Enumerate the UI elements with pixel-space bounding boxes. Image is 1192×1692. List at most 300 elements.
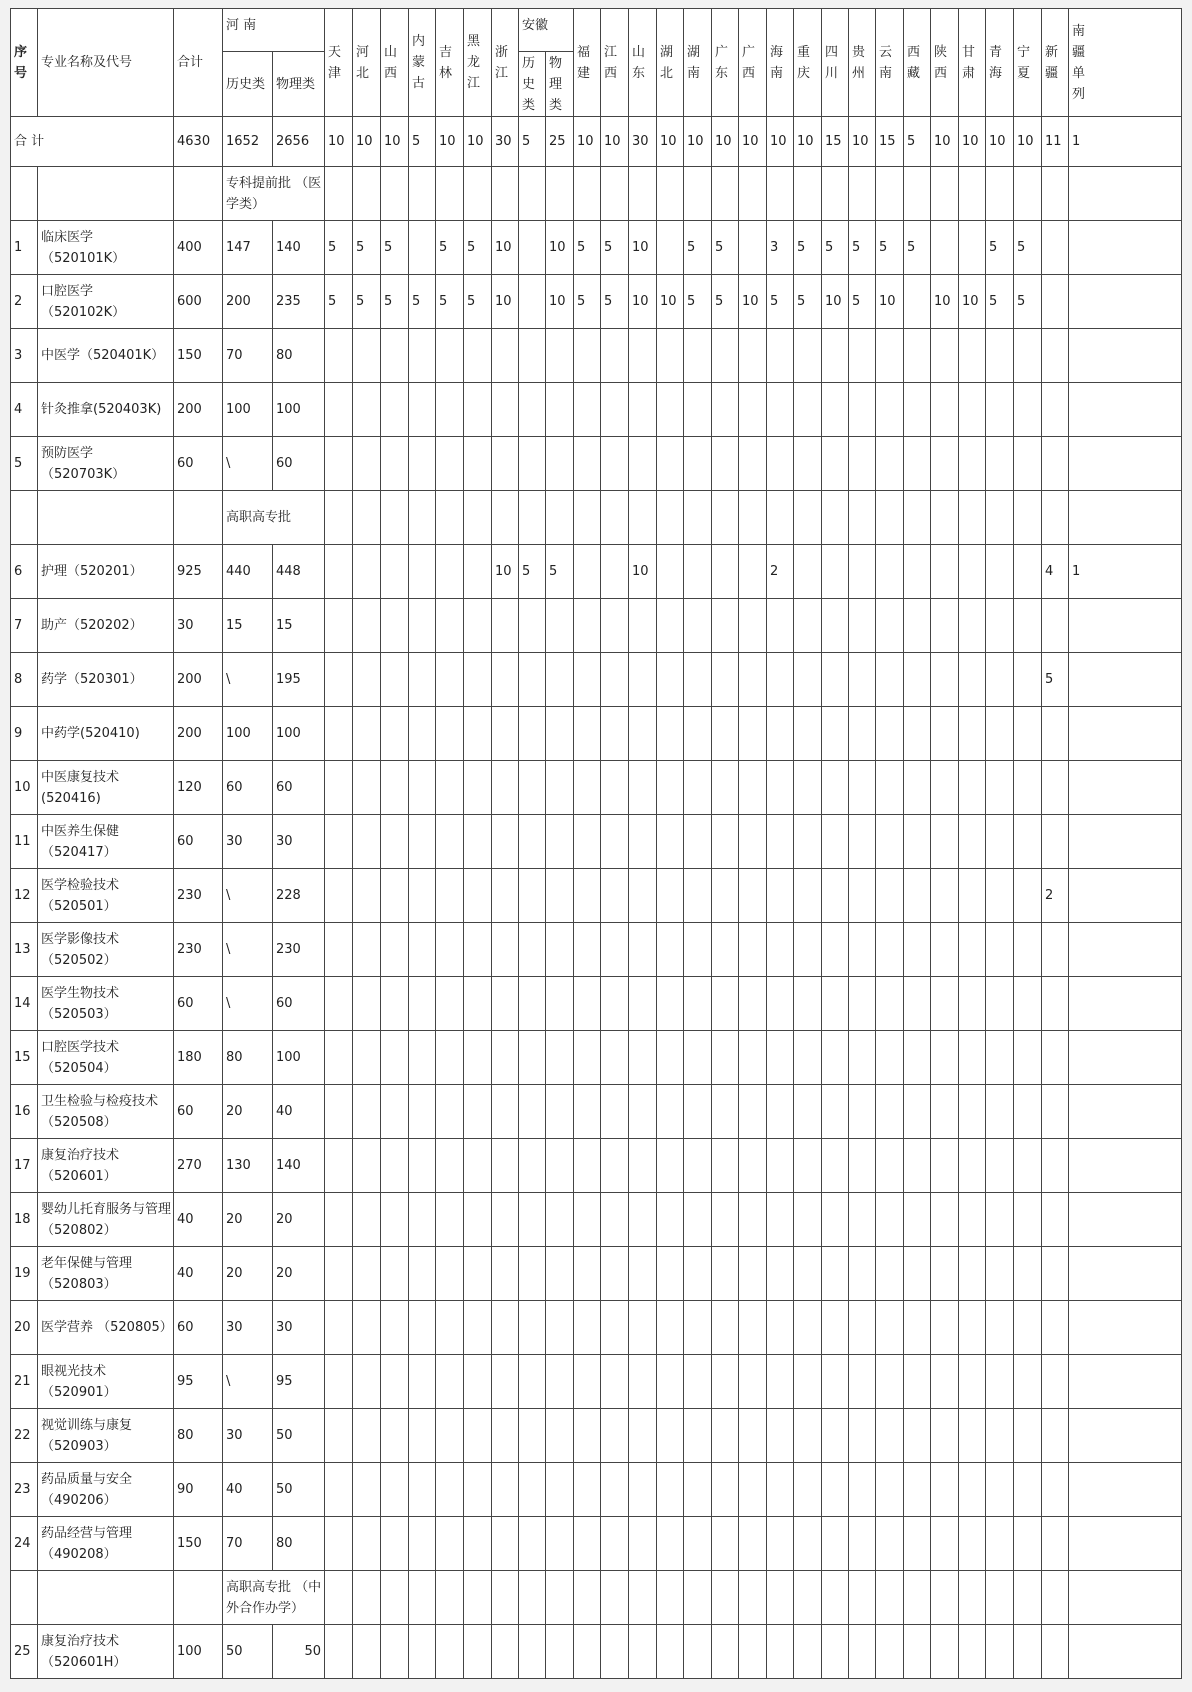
henan-history-header: 历史类	[223, 52, 273, 117]
cell-ningxia	[1014, 1031, 1042, 1085]
cell-jiangxi	[601, 815, 629, 869]
cell-neimenggu	[409, 1301, 436, 1355]
cell-jiangxi	[601, 977, 629, 1031]
cell-jiangxi	[601, 437, 629, 491]
cell-henan-physics: 100	[273, 383, 325, 437]
cell-guizhou	[849, 977, 876, 1031]
cell-tianjin	[325, 869, 353, 923]
cell-ningxia	[1014, 1355, 1042, 1409]
cell-guangxi	[739, 437, 767, 491]
total-label: 合 计	[11, 117, 174, 167]
cell-hunan	[684, 437, 712, 491]
cell-jilin: 5	[436, 221, 464, 275]
cell-sichuan	[822, 815, 849, 869]
cell-hunan	[684, 1625, 712, 1679]
cell-tianjin	[325, 1301, 353, 1355]
cell-nanjiang	[1069, 329, 1182, 383]
section-title: 专科提前批 （医学类）	[223, 167, 325, 221]
cell-anhui-physics	[546, 1517, 574, 1571]
cell-chongqing	[794, 653, 822, 707]
cell-xinjiang	[1042, 383, 1069, 437]
cell-hainan	[767, 977, 794, 1031]
cell-henan-physics: 20	[273, 1247, 325, 1301]
cell-major-name: 药学（520301）	[38, 653, 174, 707]
cell-guangdong	[712, 869, 739, 923]
cell-shanxi	[381, 1247, 409, 1301]
cell-hunan	[684, 1301, 712, 1355]
cell-guizhou	[849, 653, 876, 707]
cell-hainan	[767, 761, 794, 815]
cell-hunan	[684, 1085, 712, 1139]
cell-henan-physics: 95	[273, 1355, 325, 1409]
cell-jiangxi	[601, 1139, 629, 1193]
table-cell	[904, 491, 931, 545]
cell-jiangxi	[601, 383, 629, 437]
cell-nanjiang	[1069, 869, 1182, 923]
cell-ningxia	[1014, 437, 1042, 491]
cell-shandong	[629, 1139, 657, 1193]
cell-xizang	[904, 1031, 931, 1085]
table-cell	[767, 491, 794, 545]
cell-guizhou	[849, 437, 876, 491]
cell-guangxi	[739, 977, 767, 1031]
cell-ningxia	[1014, 869, 1042, 923]
cell-hubei	[657, 1409, 684, 1463]
cell-seq: 10	[11, 761, 38, 815]
cell-nanjiang: 1	[1069, 545, 1182, 599]
cell-hainan	[767, 923, 794, 977]
cell-guangdong	[712, 383, 739, 437]
cell-anhui-physics	[546, 815, 574, 869]
cell-henan-physics: 50	[273, 1463, 325, 1517]
table-cell	[931, 1571, 959, 1625]
cell-hunan	[684, 599, 712, 653]
cell-shaanxi	[931, 1247, 959, 1301]
cell-zhejiang	[492, 437, 519, 491]
cell-hunan	[684, 653, 712, 707]
cell-guizhou	[849, 329, 876, 383]
cell-neimenggu	[409, 1031, 436, 1085]
cell-guangxi: 10	[739, 117, 767, 167]
cell-xizang	[904, 1301, 931, 1355]
cell-anhui-history	[519, 1517, 546, 1571]
cell-jiangxi	[601, 599, 629, 653]
cell-major-name: 康复治疗技术 （520601）	[38, 1139, 174, 1193]
cell-guangxi	[739, 221, 767, 275]
cell-qinghai: 5	[986, 275, 1014, 329]
cell-heilongjiang	[464, 383, 492, 437]
cell-major-name: 医学检验技术 （520501）	[38, 869, 174, 923]
cell-qinghai	[986, 1409, 1014, 1463]
cell-guizhou	[849, 923, 876, 977]
cell-guangdong	[712, 707, 739, 761]
cell-gansu	[959, 1409, 986, 1463]
cell-chongqing	[794, 437, 822, 491]
cell-shanxi	[381, 329, 409, 383]
province-header-jiangxi: 江 西	[601, 9, 629, 117]
cell-seq: 15	[11, 1031, 38, 1085]
cell-tianjin	[325, 653, 353, 707]
cell-yunnan	[876, 923, 904, 977]
cell-neimenggu	[409, 1247, 436, 1301]
cell-henan-physics: 230	[273, 923, 325, 977]
cell-zhejiang	[492, 1355, 519, 1409]
cell-hubei	[657, 1085, 684, 1139]
cell-seq: 2	[11, 275, 38, 329]
cell-zhejiang: 30	[492, 117, 519, 167]
cell-sichuan	[822, 1193, 849, 1247]
cell-fujian	[574, 653, 601, 707]
cell-zhejiang: 10	[492, 545, 519, 599]
cell-sichuan: 15	[822, 117, 849, 167]
cell-shanxi	[381, 1085, 409, 1139]
cell-shandong	[629, 599, 657, 653]
cell-chongqing	[794, 1625, 822, 1679]
table-cell	[1014, 1571, 1042, 1625]
cell-nanjiang	[1069, 1463, 1182, 1517]
cell-total: 200	[174, 383, 223, 437]
cell-guangdong	[712, 1031, 739, 1085]
cell-jilin	[436, 437, 464, 491]
table-cell	[492, 491, 519, 545]
cell-yunnan	[876, 869, 904, 923]
cell-total: 60	[174, 815, 223, 869]
cell-ningxia	[1014, 653, 1042, 707]
cell-qinghai	[986, 329, 1014, 383]
cell-shandong: 10	[629, 275, 657, 329]
cell-sichuan	[822, 1139, 849, 1193]
cell-yunnan	[876, 1193, 904, 1247]
cell-jilin	[436, 545, 464, 599]
cell-tianjin	[325, 1517, 353, 1571]
cell-gansu	[959, 1517, 986, 1571]
cell-xizang	[904, 1139, 931, 1193]
cell-seq: 12	[11, 869, 38, 923]
cell-anhui-physics	[546, 329, 574, 383]
cell-nanjiang	[1069, 1517, 1182, 1571]
cell-anhui-physics: 10	[546, 221, 574, 275]
cell-guizhou	[849, 1355, 876, 1409]
cell-xinjiang	[1042, 761, 1069, 815]
cell-neimenggu	[409, 1409, 436, 1463]
cell-neimenggu	[409, 815, 436, 869]
cell-ningxia	[1014, 599, 1042, 653]
cell-jiangxi	[601, 1409, 629, 1463]
cell-xizang: 5	[904, 117, 931, 167]
cell-xizang: 5	[904, 221, 931, 275]
section-total-blank	[174, 1571, 223, 1625]
table-cell	[381, 491, 409, 545]
cell-sichuan	[822, 1247, 849, 1301]
cell-sichuan	[822, 1031, 849, 1085]
cell-jilin	[436, 1463, 464, 1517]
cell-neimenggu	[409, 707, 436, 761]
table-cell	[436, 167, 464, 221]
cell-hunan	[684, 761, 712, 815]
cell-anhui-physics	[546, 1193, 574, 1247]
cell-total: 150	[174, 1517, 223, 1571]
cell-xizang	[904, 869, 931, 923]
table-cell	[409, 167, 436, 221]
cell-ningxia	[1014, 1517, 1042, 1571]
cell-jiangxi	[601, 1355, 629, 1409]
section-major-blank	[38, 1571, 174, 1625]
cell-neimenggu	[409, 1193, 436, 1247]
cell-chongqing	[794, 1247, 822, 1301]
cell-hainan: 2	[767, 545, 794, 599]
cell-henan-history: 200	[223, 275, 273, 329]
cell-hubei	[657, 1517, 684, 1571]
cell-hainan	[767, 1139, 794, 1193]
cell-seq: 21	[11, 1355, 38, 1409]
cell-guangdong	[712, 1409, 739, 1463]
cell-jilin	[436, 1517, 464, 1571]
cell-zhejiang	[492, 383, 519, 437]
cell-guizhou	[849, 1301, 876, 1355]
cell-shaanxi	[931, 1355, 959, 1409]
table-row	[11, 1463, 1182, 1517]
cell-major-name: 中医康复技术 (520416)	[38, 761, 174, 815]
cell-henan-history: \	[223, 1355, 273, 1409]
cell-guizhou	[849, 761, 876, 815]
cell-shaanxi	[931, 1625, 959, 1679]
cell-chongqing	[794, 1085, 822, 1139]
cell-major-name: 口腔医学技术 （520504）	[38, 1031, 174, 1085]
cell-tianjin	[325, 1247, 353, 1301]
cell-major-name: 口腔医学 （520102K）	[38, 275, 174, 329]
cell-xizang	[904, 1193, 931, 1247]
cell-shandong	[629, 1409, 657, 1463]
cell-gansu: 10	[959, 117, 986, 167]
cell-anhui-physics	[546, 761, 574, 815]
cell-gansu	[959, 761, 986, 815]
cell-guizhou: 10	[849, 117, 876, 167]
cell-sichuan	[822, 1301, 849, 1355]
cell-guangxi	[739, 1517, 767, 1571]
cell-henan-history: 40	[223, 1463, 273, 1517]
table-cell	[574, 1571, 601, 1625]
cell-xizang	[904, 1463, 931, 1517]
cell-seq: 6	[11, 545, 38, 599]
cell-shaanxi	[931, 221, 959, 275]
cell-hubei	[657, 1355, 684, 1409]
cell-anhui-history	[519, 1139, 546, 1193]
cell-hubei	[657, 1139, 684, 1193]
cell-henan-history: \	[223, 923, 273, 977]
cell-nanjiang	[1069, 437, 1182, 491]
cell-henan-physics: 235	[273, 275, 325, 329]
cell-jilin	[436, 653, 464, 707]
cell-henan-history: 20	[223, 1247, 273, 1301]
cell-anhui-history	[519, 599, 546, 653]
cell-hainan	[767, 437, 794, 491]
cell-guangxi	[739, 1247, 767, 1301]
cell-tianjin	[325, 707, 353, 761]
cell-total: 90	[174, 1463, 223, 1517]
table-cell	[381, 167, 409, 221]
cell-major-name: 中医学（520401K）	[38, 329, 174, 383]
province-header-xizang: 西 藏	[904, 9, 931, 117]
section-row	[11, 167, 1182, 221]
cell-zhejiang	[492, 1139, 519, 1193]
province-header-jilin: 吉 林	[436, 9, 464, 117]
cell-anhui-history	[519, 329, 546, 383]
cell-shanxi	[381, 1031, 409, 1085]
cell-xizang	[904, 1085, 931, 1139]
table-cell	[629, 167, 657, 221]
cell-xizang	[904, 383, 931, 437]
cell-anhui-physics: 10	[546, 275, 574, 329]
cell-chongqing	[794, 1355, 822, 1409]
cell-jilin	[436, 1625, 464, 1679]
cell-fujian	[574, 545, 601, 599]
province-header-guangxi: 广 西	[739, 9, 767, 117]
cell-jiangxi	[601, 1625, 629, 1679]
cell-guangdong	[712, 1355, 739, 1409]
province-header-nanjiang: 南 疆 单 列	[1069, 9, 1182, 117]
cell-zhejiang: 10	[492, 221, 519, 275]
cell-xizang	[904, 761, 931, 815]
cell-neimenggu	[409, 1355, 436, 1409]
cell-jiangxi	[601, 869, 629, 923]
cell-total: 230	[174, 923, 223, 977]
cell-tianjin: 10	[325, 117, 353, 167]
cell-guangxi	[739, 545, 767, 599]
cell-shandong	[629, 653, 657, 707]
cell-shaanxi	[931, 869, 959, 923]
cell-yunnan	[876, 1463, 904, 1517]
cell-qinghai	[986, 653, 1014, 707]
cell-sichuan	[822, 1085, 849, 1139]
cell-hubei: 10	[657, 275, 684, 329]
cell-guangdong: 10	[712, 117, 739, 167]
cell-hebei	[353, 437, 381, 491]
cell-anhui-history: 5	[519, 545, 546, 599]
cell-shanxi	[381, 1139, 409, 1193]
cell-nanjiang	[1069, 1193, 1182, 1247]
cell-sichuan	[822, 383, 849, 437]
cell-xizang	[904, 1247, 931, 1301]
cell-hainan	[767, 1247, 794, 1301]
cell-sichuan	[822, 869, 849, 923]
cell-sichuan	[822, 1409, 849, 1463]
cell-neimenggu	[409, 977, 436, 1031]
cell-hebei	[353, 1463, 381, 1517]
table-cell	[629, 491, 657, 545]
cell-anhui-physics	[546, 383, 574, 437]
cell-hainan: 3	[767, 221, 794, 275]
cell-anhui-physics	[546, 1301, 574, 1355]
cell-jilin	[436, 1247, 464, 1301]
cell-shanxi	[381, 923, 409, 977]
cell-fujian	[574, 1031, 601, 1085]
cell-total: 600	[174, 275, 223, 329]
table-cell	[1014, 491, 1042, 545]
table-cell	[712, 1571, 739, 1625]
table-cell	[904, 1571, 931, 1625]
cell-hainan	[767, 1193, 794, 1247]
cell-henan-history: 20	[223, 1193, 273, 1247]
cell-hubei	[657, 1463, 684, 1517]
cell-henan-history: 70	[223, 329, 273, 383]
cell-jiangxi	[601, 653, 629, 707]
cell-henan-history: 50	[223, 1625, 273, 1679]
cell-jiangxi	[601, 761, 629, 815]
cell-henan-physics: 228	[273, 869, 325, 923]
cell-anhui-history	[519, 1193, 546, 1247]
cell-neimenggu	[409, 653, 436, 707]
province-header-shandong: 山 东	[629, 9, 657, 117]
province-header-guizhou: 贵 州	[849, 9, 876, 117]
cell-qinghai	[986, 1463, 1014, 1517]
table-row	[11, 1247, 1182, 1301]
cell-total: 270	[174, 1139, 223, 1193]
province-header-zhejiang: 浙 江	[492, 9, 519, 117]
cell-xinjiang	[1042, 707, 1069, 761]
cell-qinghai	[986, 545, 1014, 599]
cell-xinjiang	[1042, 437, 1069, 491]
cell-hebei	[353, 1409, 381, 1463]
cell-guizhou	[849, 1409, 876, 1463]
section-major-blank	[38, 167, 174, 221]
cell-guangdong: 5	[712, 221, 739, 275]
cell-hunan	[684, 329, 712, 383]
cell-hainan	[767, 1409, 794, 1463]
cell-hunan	[684, 383, 712, 437]
cell-xinjiang	[1042, 1355, 1069, 1409]
table-cell	[959, 491, 986, 545]
table-cell	[794, 167, 822, 221]
cell-heilongjiang	[464, 761, 492, 815]
cell-gansu	[959, 707, 986, 761]
cell-guangxi	[739, 1463, 767, 1517]
cell-zhejiang	[492, 1517, 519, 1571]
cell-zhejiang	[492, 653, 519, 707]
cell-qinghai	[986, 707, 1014, 761]
cell-guizhou	[849, 815, 876, 869]
cell-tianjin	[325, 329, 353, 383]
cell-ningxia	[1014, 329, 1042, 383]
cell-anhui-history	[519, 1355, 546, 1409]
cell-henan-history: 60	[223, 761, 273, 815]
cell-ningxia	[1014, 1247, 1042, 1301]
cell-jiangxi	[601, 1463, 629, 1517]
table-cell	[546, 167, 574, 221]
cell-ningxia: 5	[1014, 275, 1042, 329]
cell-hunan	[684, 1409, 712, 1463]
table-cell	[767, 167, 794, 221]
cell-ningxia	[1014, 1409, 1042, 1463]
table-row	[11, 761, 1182, 815]
cell-henan-physics: 448	[273, 545, 325, 599]
table-row	[11, 869, 1182, 923]
cell-sichuan	[822, 599, 849, 653]
cell-sichuan	[822, 1625, 849, 1679]
table-cell	[849, 491, 876, 545]
cell-nanjiang	[1069, 275, 1182, 329]
cell-hebei	[353, 707, 381, 761]
cell-hainan: 5	[767, 275, 794, 329]
cell-gansu: 10	[959, 275, 986, 329]
cell-shanxi	[381, 977, 409, 1031]
cell-major-name: 预防医学 （520703K）	[38, 437, 174, 491]
cell-guizhou	[849, 1517, 876, 1571]
table-cell	[1042, 1571, 1069, 1625]
cell-chongqing	[794, 329, 822, 383]
cell-hubei	[657, 221, 684, 275]
table-row	[11, 1355, 1182, 1409]
cell-fujian	[574, 1085, 601, 1139]
